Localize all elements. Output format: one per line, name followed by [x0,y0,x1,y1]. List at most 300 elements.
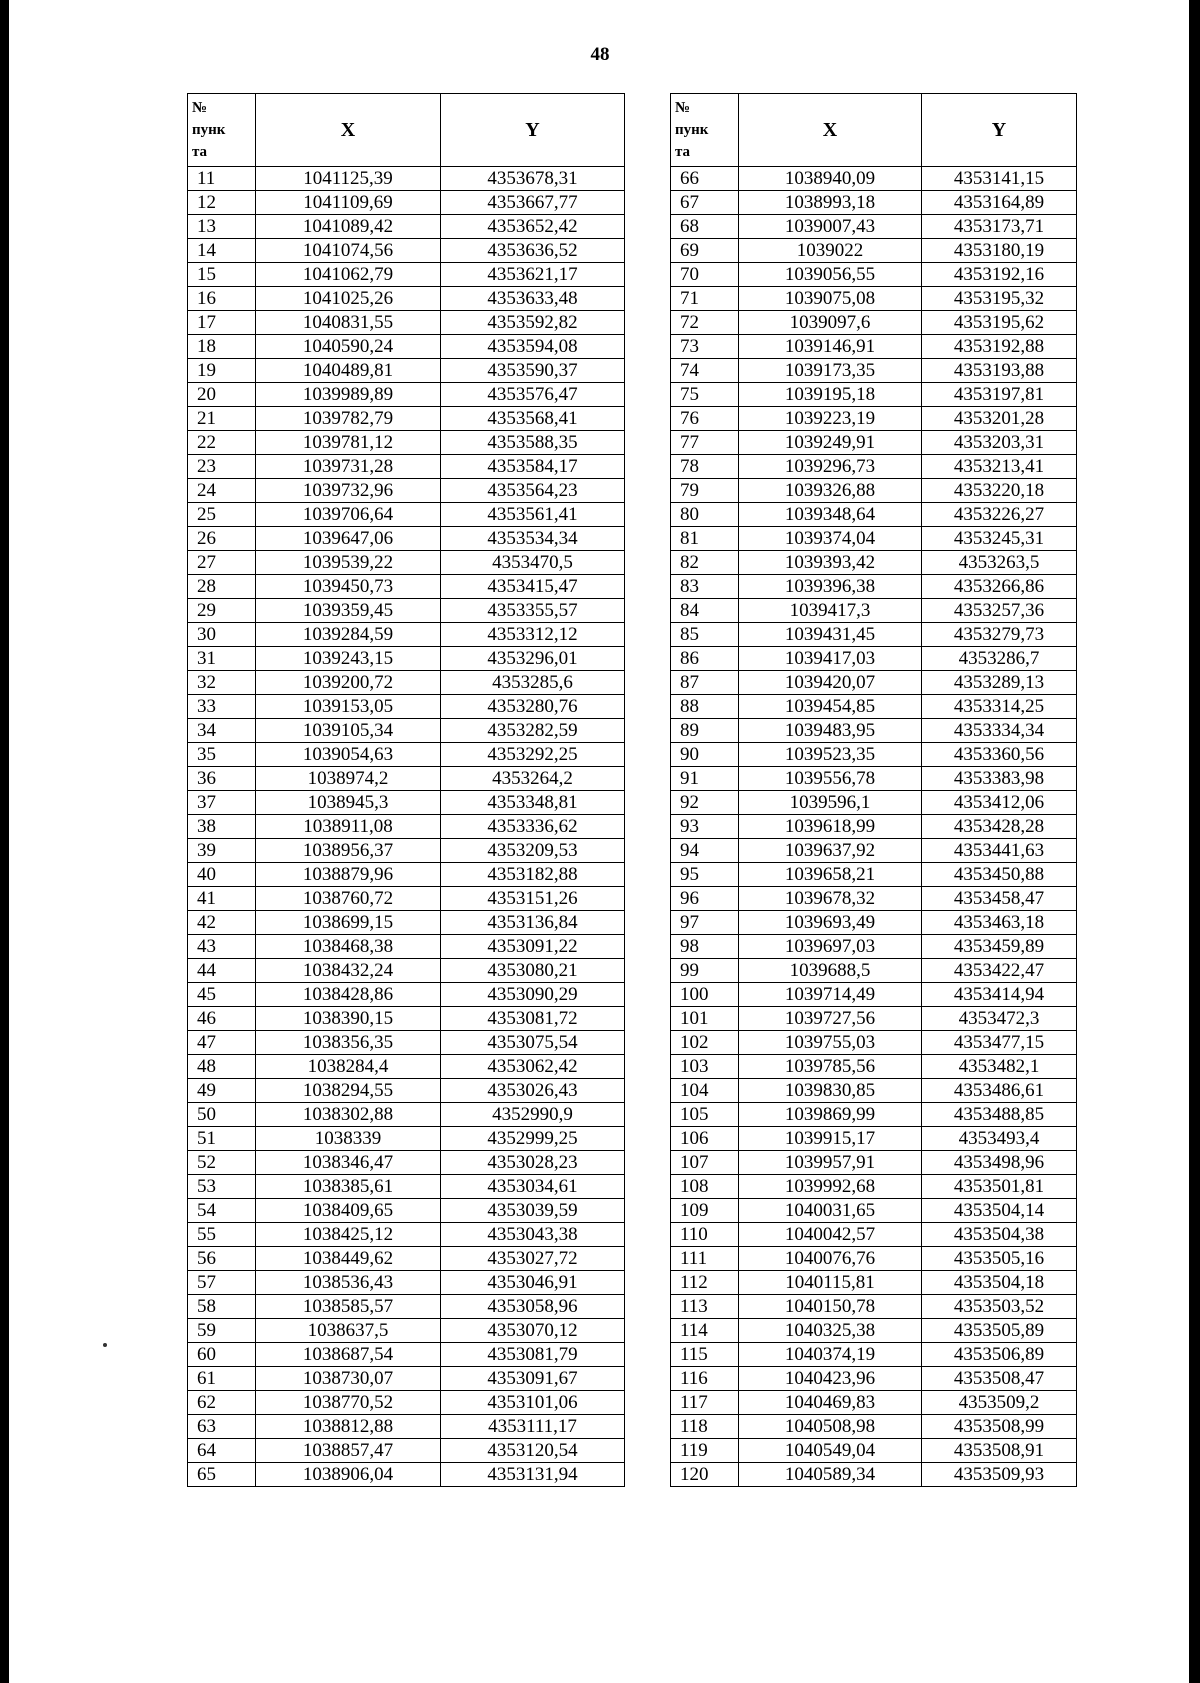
coordinates-table-left [187,93,625,1487]
table-row [188,1007,625,1031]
table-row [671,455,1077,479]
point-number-cell: 15 [188,263,256,287]
point-number-cell: 99 [671,959,739,983]
x-coordinate-cell: 1039173,35 [739,359,922,383]
table-row [188,983,625,1007]
table-row [671,1439,1077,1463]
table-row [671,1271,1077,1295]
point-number-cell: 16 [188,287,256,311]
point-number-cell: 58 [188,1295,256,1319]
table-row [188,911,625,935]
table-row [188,527,625,551]
x-coordinate-cell: 1040042,57 [739,1223,922,1247]
header-num-line2: пунк [675,122,709,138]
point-number-cell: 101 [671,1007,739,1031]
y-coordinate-cell: 4353588,35 [441,431,625,455]
table-row [188,1031,625,1055]
y-coordinate-cell: 4353486,61 [922,1079,1077,1103]
point-number-cell: 12 [188,191,256,215]
table-row [671,959,1077,983]
table-row [671,1007,1077,1031]
y-coordinate-cell: 4353197,81 [922,383,1077,407]
point-number-cell: 25 [188,503,256,527]
x-coordinate-cell: 1039396,38 [739,575,922,599]
x-coordinate-cell: 1039957,91 [739,1151,922,1175]
x-coordinate-cell: 1038956,37 [256,839,441,863]
x-coordinate-cell: 1038294,55 [256,1079,441,1103]
point-number-cell: 72 [671,311,739,335]
point-number-cell: 68 [671,215,739,239]
y-coordinate-cell: 4353592,82 [441,311,625,335]
y-coordinate-cell: 4353564,23 [441,479,625,503]
table-row [671,1343,1077,1367]
x-coordinate-cell: 1038428,86 [256,983,441,1007]
table-row [671,695,1077,719]
header-num-line3: та [192,144,208,160]
header-num-line3: та [675,144,691,160]
table-row [671,647,1077,671]
point-number-cell: 106 [671,1127,739,1151]
point-number-cell: 110 [671,1223,739,1247]
table-row [188,359,625,383]
y-coordinate-cell: 4353101,06 [441,1391,625,1415]
table-row [188,935,625,959]
y-coordinate-cell: 4353678,31 [441,167,625,191]
table-row [671,1199,1077,1223]
table-header-row [671,94,1077,167]
y-coordinate-cell: 4353508,91 [922,1439,1077,1463]
y-coordinate-cell: 4353209,53 [441,839,625,863]
header-num-line2: пунк [192,122,226,138]
table-row [188,1103,625,1127]
x-coordinate-cell: 1038536,43 [256,1271,441,1295]
table-row [671,1295,1077,1319]
x-coordinate-cell: 1039056,55 [739,263,922,287]
x-coordinate-cell: 1039618,99 [739,815,922,839]
scan-left-edge [0,0,9,1683]
table-row [188,479,625,503]
point-number-cell: 73 [671,335,739,359]
table-row [188,1199,625,1223]
table-row [671,167,1077,191]
y-coordinate-cell: 4353062,42 [441,1055,625,1079]
x-coordinate-cell: 1039284,59 [256,623,441,647]
table-row [671,887,1077,911]
point-number-cell: 19 [188,359,256,383]
table-row [188,287,625,311]
y-coordinate-cell: 4353534,34 [441,527,625,551]
table-row [188,311,625,335]
y-coordinate-cell: 4353472,3 [922,1007,1077,1031]
scan-speck [103,1343,107,1347]
table-row [188,1295,625,1319]
point-number-cell: 111 [671,1247,739,1271]
table-header-row [188,94,625,167]
table-row [188,719,625,743]
y-coordinate-cell: 4353576,47 [441,383,625,407]
x-coordinate-cell: 1039075,08 [739,287,922,311]
x-coordinate-cell: 1040590,24 [256,335,441,359]
point-number-cell: 35 [188,743,256,767]
table-row [671,287,1077,311]
y-coordinate-cell: 4353213,41 [922,455,1077,479]
y-coordinate-cell: 4353286,7 [922,647,1077,671]
table-row [671,1391,1077,1415]
x-coordinate-cell: 1038687,54 [256,1343,441,1367]
table-row [188,1415,625,1439]
point-number-cell: 89 [671,719,739,743]
x-coordinate-cell: 1039097,6 [739,311,922,335]
y-coordinate-cell: 4353027,72 [441,1247,625,1271]
x-coordinate-cell: 1039296,73 [739,455,922,479]
table-row [188,215,625,239]
x-coordinate-cell: 1039374,04 [739,527,922,551]
y-coordinate-cell: 4353081,79 [441,1343,625,1367]
x-coordinate-cell: 1040831,55 [256,311,441,335]
point-number-cell: 65 [188,1463,256,1487]
point-number-cell: 59 [188,1319,256,1343]
y-coordinate-cell: 4353195,62 [922,311,1077,335]
x-coordinate-cell: 1038449,62 [256,1247,441,1271]
y-coordinate-cell: 4353360,56 [922,743,1077,767]
point-number-cell: 14 [188,239,256,263]
point-number-cell: 28 [188,575,256,599]
x-coordinate-cell: 1041109,69 [256,191,441,215]
y-coordinate-cell: 4353046,91 [441,1271,625,1295]
y-coordinate-cell: 4353296,01 [441,647,625,671]
point-number-cell: 34 [188,719,256,743]
table-row [188,1367,625,1391]
x-coordinate-cell: 1039915,17 [739,1127,922,1151]
x-coordinate-cell: 1039348,64 [739,503,922,527]
x-coordinate-cell: 1040589,34 [739,1463,922,1487]
point-number-cell: 93 [671,815,739,839]
point-number-cell: 61 [188,1367,256,1391]
x-coordinate-cell: 1038974,2 [256,767,441,791]
y-coordinate-cell: 4353136,84 [441,911,625,935]
y-coordinate-cell: 4353355,57 [441,599,625,623]
y-coordinate-cell: 4353289,13 [922,671,1077,695]
x-coordinate-cell: 1039359,45 [256,599,441,623]
y-coordinate-cell: 4353493,4 [922,1127,1077,1151]
point-number-cell: 45 [188,983,256,1007]
x-coordinate-cell: 1039727,56 [739,1007,922,1031]
table-row [188,695,625,719]
y-coordinate-cell: 4353428,28 [922,815,1077,839]
x-coordinate-cell: 1039417,03 [739,647,922,671]
point-number-cell: 44 [188,959,256,983]
x-coordinate-cell: 1038468,38 [256,935,441,959]
y-coordinate-cell: 4353091,67 [441,1367,625,1391]
point-number-cell: 13 [188,215,256,239]
point-number-cell: 108 [671,1175,739,1199]
point-number-cell: 52 [188,1151,256,1175]
table-row [188,407,625,431]
x-coordinate-cell: 1038432,24 [256,959,441,983]
table-row [188,239,625,263]
x-coordinate-cell: 1038339 [256,1127,441,1151]
x-coordinate-cell: 1039785,56 [739,1055,922,1079]
point-number-cell: 79 [671,479,739,503]
point-number-cell: 57 [188,1271,256,1295]
y-coordinate-cell: 4353414,94 [922,983,1077,1007]
y-coordinate-cell: 4353505,89 [922,1319,1077,1343]
y-coordinate-cell: 4353131,94 [441,1463,625,1487]
table-row [671,1031,1077,1055]
y-coordinate-cell: 4353621,17 [441,263,625,287]
x-coordinate-cell: 1039523,35 [739,743,922,767]
point-number-cell: 95 [671,863,739,887]
table-row [671,1223,1077,1247]
point-number-cell: 50 [188,1103,256,1127]
table-row [188,383,625,407]
point-number-cell: 112 [671,1271,739,1295]
x-coordinate-cell: 1038346,47 [256,1151,441,1175]
y-coordinate-cell: 4353667,77 [441,191,625,215]
y-coordinate-cell: 4353201,28 [922,407,1077,431]
y-coordinate-cell: 4353509,2 [922,1391,1077,1415]
table-row [671,1367,1077,1391]
x-coordinate-cell: 1038857,47 [256,1439,441,1463]
x-coordinate-cell: 1039243,15 [256,647,441,671]
x-coordinate-cell: 1039697,03 [739,935,922,959]
y-coordinate-cell: 4353561,41 [441,503,625,527]
y-coordinate-cell: 4352999,25 [441,1127,625,1151]
point-number-cell: 104 [671,1079,739,1103]
y-coordinate-cell: 4353348,81 [441,791,625,815]
x-coordinate-cell: 1038770,52 [256,1391,441,1415]
table-row [188,1319,625,1343]
x-coordinate-cell: 1038911,08 [256,815,441,839]
point-number-cell: 22 [188,431,256,455]
y-coordinate-cell: 4353506,89 [922,1343,1077,1367]
y-coordinate-cell: 4353503,52 [922,1295,1077,1319]
point-number-cell: 113 [671,1295,739,1319]
point-number-cell: 47 [188,1031,256,1055]
table-row [671,815,1077,839]
y-coordinate-cell: 4353422,47 [922,959,1077,983]
point-number-cell: 80 [671,503,739,527]
x-coordinate-cell: 1038940,09 [739,167,922,191]
y-coordinate-cell: 4353192,88 [922,335,1077,359]
point-number-cell: 46 [188,1007,256,1031]
table-body-left [188,167,625,1487]
point-number-cell: 78 [671,455,739,479]
x-coordinate-cell: 1039678,32 [739,887,922,911]
y-coordinate-cell: 4353028,23 [441,1151,625,1175]
y-coordinate-cell: 4352990,9 [441,1103,625,1127]
x-coordinate-cell: 1040150,78 [739,1295,922,1319]
y-coordinate-cell: 4353091,22 [441,935,625,959]
point-number-cell: 32 [188,671,256,695]
table-row [671,599,1077,623]
table-row [671,1079,1077,1103]
table-row [671,623,1077,647]
x-coordinate-cell: 1038390,15 [256,1007,441,1031]
x-coordinate-cell: 1039450,73 [256,575,441,599]
y-coordinate-cell: 4353459,89 [922,935,1077,959]
table-row [671,1151,1077,1175]
y-coordinate-cell: 4353070,12 [441,1319,625,1343]
table-row [671,1175,1077,1199]
y-coordinate-cell: 4353498,96 [922,1151,1077,1175]
point-number-cell: 18 [188,335,256,359]
point-number-cell: 92 [671,791,739,815]
y-coordinate-cell: 4353266,86 [922,575,1077,599]
point-number-cell: 85 [671,623,739,647]
x-coordinate-cell: 1038906,04 [256,1463,441,1487]
x-coordinate-cell: 1039693,49 [739,911,922,935]
table-row [188,599,625,623]
point-number-cell: 81 [671,527,739,551]
table-row [671,215,1077,239]
y-coordinate-cell: 4353226,27 [922,503,1077,527]
point-number-cell: 17 [188,311,256,335]
x-coordinate-cell: 1038425,12 [256,1223,441,1247]
table-row [671,239,1077,263]
x-coordinate-cell: 1039393,42 [739,551,922,575]
table-row [188,863,625,887]
coordinates-table-right [670,93,1077,1487]
x-coordinate-cell: 1038699,15 [256,911,441,935]
point-number-cell: 83 [671,575,739,599]
x-coordinate-cell: 1038409,65 [256,1199,441,1223]
y-coordinate-cell: 4353504,14 [922,1199,1077,1223]
point-number-cell: 29 [188,599,256,623]
y-coordinate-cell: 4353257,36 [922,599,1077,623]
point-number-cell: 48 [188,1055,256,1079]
point-number-cell: 24 [188,479,256,503]
table-row [671,935,1077,959]
x-coordinate-cell: 1040031,65 [739,1199,922,1223]
x-coordinate-cell: 1039755,03 [739,1031,922,1055]
y-coordinate-cell: 4353285,6 [441,671,625,695]
y-coordinate-cell: 4353482,1 [922,1055,1077,1079]
table-row [188,743,625,767]
table-row [671,407,1077,431]
point-number-cell: 38 [188,815,256,839]
table-row [188,1391,625,1415]
y-coordinate-cell: 4353039,59 [441,1199,625,1223]
point-number-cell: 70 [671,263,739,287]
x-coordinate-cell: 1040076,76 [739,1247,922,1271]
point-number-cell: 84 [671,599,739,623]
x-coordinate-cell: 1038302,88 [256,1103,441,1127]
x-coordinate-cell: 1040508,98 [739,1415,922,1439]
x-coordinate-cell: 1038385,61 [256,1175,441,1199]
table-row [188,887,625,911]
point-number-cell: 109 [671,1199,739,1223]
table-row [188,503,625,527]
point-number-cell: 53 [188,1175,256,1199]
x-coordinate-cell: 1039992,68 [739,1175,922,1199]
y-coordinate-cell: 4353263,5 [922,551,1077,575]
point-number-cell: 77 [671,431,739,455]
table-row [188,1463,625,1487]
x-coordinate-cell: 1039105,34 [256,719,441,743]
y-coordinate-cell: 4353636,52 [441,239,625,263]
table-row [188,647,625,671]
table-row [671,1103,1077,1127]
point-number-cell: 49 [188,1079,256,1103]
x-coordinate-cell: 1039731,28 [256,455,441,479]
table-row [671,503,1077,527]
table-row [671,719,1077,743]
table-row [671,1127,1077,1151]
table-row [188,167,625,191]
y-coordinate-cell: 4353441,63 [922,839,1077,863]
point-number-cell: 31 [188,647,256,671]
y-coordinate-cell: 4353180,19 [922,239,1077,263]
x-coordinate-cell: 1040469,83 [739,1391,922,1415]
y-coordinate-cell: 4353590,37 [441,359,625,383]
table-row [188,959,625,983]
x-coordinate-cell: 1039417,3 [739,599,922,623]
y-coordinate-cell: 4353090,29 [441,983,625,1007]
table-row [671,1319,1077,1343]
table-row [671,551,1077,575]
x-coordinate-cell: 1041025,26 [256,287,441,311]
table-row [188,1055,625,1079]
point-number-cell: 66 [671,167,739,191]
point-number-cell: 51 [188,1127,256,1151]
point-number-cell: 76 [671,407,739,431]
y-coordinate-cell: 4353505,16 [922,1247,1077,1271]
x-coordinate-cell: 1038585,57 [256,1295,441,1319]
x-coordinate-cell: 1039223,19 [739,407,922,431]
x-coordinate-cell: 1039989,89 [256,383,441,407]
x-coordinate-cell: 1039596,1 [739,791,922,815]
point-number-cell: 105 [671,1103,739,1127]
x-coordinate-cell: 1039688,5 [739,959,922,983]
y-coordinate-cell: 4353220,18 [922,479,1077,503]
x-coordinate-cell: 1039007,43 [739,215,922,239]
point-number-cell: 100 [671,983,739,1007]
x-coordinate-cell: 1041089,42 [256,215,441,239]
point-number-cell: 117 [671,1391,739,1415]
table-row [671,359,1077,383]
x-coordinate-cell: 1041125,39 [256,167,441,191]
point-number-cell: 119 [671,1439,739,1463]
y-coordinate-cell: 4353584,17 [441,455,625,479]
x-coordinate-cell: 1039706,64 [256,503,441,527]
table-row [671,791,1077,815]
y-coordinate-cell: 4353182,88 [441,863,625,887]
point-number-cell: 27 [188,551,256,575]
table-row [188,815,625,839]
x-coordinate-cell: 1039249,91 [739,431,922,455]
x-coordinate-cell: 1038760,72 [256,887,441,911]
x-coordinate-cell: 1039556,78 [739,767,922,791]
table-row [671,335,1077,359]
x-coordinate-cell: 1041074,56 [256,239,441,263]
table-row [671,263,1077,287]
point-number-cell: 23 [188,455,256,479]
y-coordinate-cell: 4353164,89 [922,191,1077,215]
point-number-cell: 26 [188,527,256,551]
y-coordinate-cell: 4353412,06 [922,791,1077,815]
point-number-cell: 71 [671,287,739,311]
y-coordinate-cell: 4353509,93 [922,1463,1077,1487]
table-row [188,767,625,791]
table-row [671,1247,1077,1271]
y-coordinate-cell: 4353415,47 [441,575,625,599]
y-coordinate-cell: 4353081,72 [441,1007,625,1031]
table-row [671,671,1077,695]
table-row [188,1079,625,1103]
point-number-cell: 120 [671,1463,739,1487]
point-number-cell: 115 [671,1343,739,1367]
